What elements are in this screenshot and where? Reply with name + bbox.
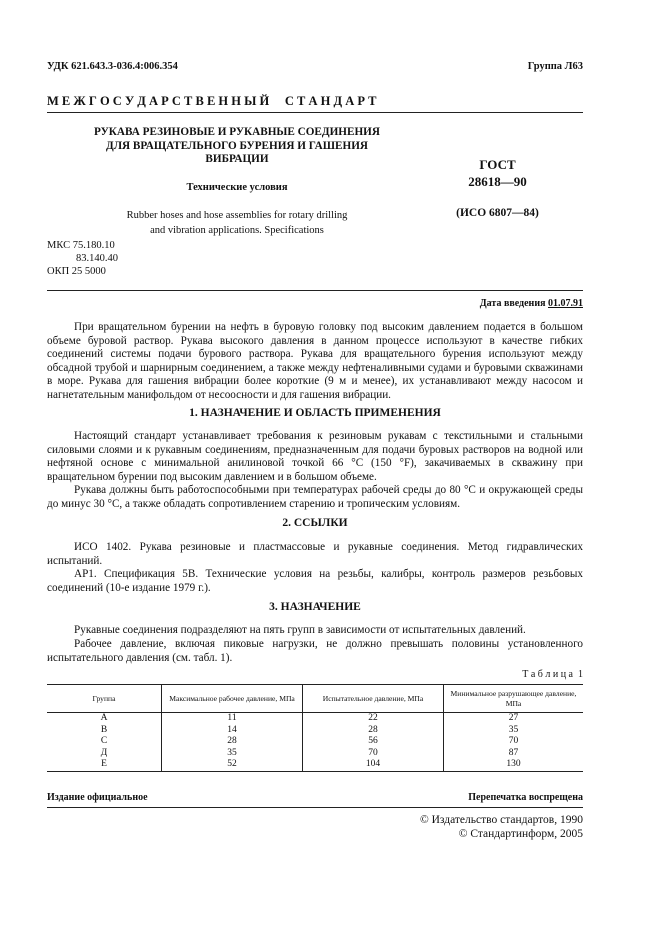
test-pressure-cell: 70 <box>303 748 444 760</box>
group-code: Группа Л63 <box>527 61 583 72</box>
gost-number: 28618—90 <box>468 174 527 189</box>
min-burst-pressure-cell: 27 <box>444 713 584 725</box>
copyright-line-2: © Стандартинформ, 2005 <box>458 828 583 840</box>
title-line-3: ВИБРАЦИИ <box>205 153 269 165</box>
min-burst-pressure-cell: 87 <box>444 748 584 760</box>
reprint-notice: Перепечатка воспрещена <box>468 792 583 803</box>
iso-reference: (ИСО 6807—84) <box>456 207 539 219</box>
classifier-divider <box>47 290 583 291</box>
intro-paragraph: При вращательном бурении на нефть в буровую головку под высоким давлением подается в большом объеме буровой раствор. Рукава высокого давления в данном процессе используют в качестве гибких соединений системы подачи бурового раствора. Рукава для вращательного бурения используют между обсадной трубой и шарнирным соединением, а также между нефтеналивными судами и буровыми скважинами в море. Рукава для гашения вибрации более короткие (9 м и менее), их устанавливают между насосом и нагнетательным манифольдом от несоосности и для гашения вибрации. <box>47 321 583 401</box>
table-row <box>47 759 583 771</box>
column-header-min-burst: Минимальное разрушающее давление, МПа <box>444 685 584 713</box>
column-header-group: Группа <box>47 685 162 713</box>
group-cell: С <box>100 736 108 746</box>
mks-code-1: МКС 75.180.10 <box>47 240 115 251</box>
max-working-pressure-cell: 35 <box>162 748 303 760</box>
group-cell: А <box>100 713 108 723</box>
section-3-heading: 3. НАЗНАЧЕНИЕ <box>269 601 361 613</box>
section-1-paragraph-2: Рукава должны быть работоспособными при температурах рабочей среды до 80 °С и окружающей среды до минус 30 °С, а также обладать сопротивлением старению и тропическим условиям. <box>47 484 583 510</box>
pressure-table <box>47 684 583 772</box>
table-row <box>47 713 583 725</box>
test-pressure-cell: 22 <box>303 713 444 725</box>
section-1-heading: 1. НАЗНАЧЕНИЕ И ОБЛАСТЬ ПРИМЕНЕНИЯ <box>189 407 441 419</box>
table-row <box>47 736 583 748</box>
copyright-line-1: © Издательство стандартов, 1990 <box>419 814 583 826</box>
section-3-paragraph-1: Рукавные соединения подразделяют на пять групп в зависимости от испытательных давлений. <box>74 624 526 636</box>
intro-date-value: 01.07.91 <box>548 298 583 309</box>
min-burst-pressure-cell: 70 <box>444 736 584 748</box>
english-title-line-2: and vibration applications. Specifications <box>150 225 324 236</box>
udk-code: УДК 621.643.3-036.4:006.354 <box>47 61 178 72</box>
intro-date <box>480 298 583 309</box>
table-caption: Т а б л и ц а 1 <box>522 669 583 680</box>
classifiers <box>47 239 118 278</box>
group-cell: Е <box>101 759 107 769</box>
test-pressure-cell: 56 <box>303 736 444 748</box>
official-edition-label: Издание официальное <box>47 792 148 803</box>
title-subtitle: Технические условия <box>186 182 288 193</box>
table-row <box>47 748 583 760</box>
max-working-pressure-cell: 28 <box>162 736 303 748</box>
test-pressure-cell: 28 <box>303 725 444 737</box>
english-title-line-1: Rubber hoses and hose assemblies for rotary drilling <box>126 210 348 221</box>
gost-label: ГОСТ <box>479 157 516 172</box>
section-2-paragraph-2: АР1. Спецификация 5В. Технические условия на резьбы, калибры, контроль размеров резьбовых соединений (10-е издание 1979 г.). <box>47 568 583 594</box>
title-line-2: ДЛЯ ВРАЩАТЕЛЬНОГО БУРЕНИЯ И ГАШЕНИЯ <box>106 139 368 152</box>
document-title <box>47 126 427 167</box>
section-1-paragraph-1: Настоящий стандарт устанавливает требования к резиновым рукавам с текстильными и стальными силовыми слоями и к рукавным соединениям, предназначенным для подачи буровых растворов на водной или нефтяной основе с минимальной анилиновой точкой 66 °С (150 °F), закачиваемых в скважину при вращательном бурении под высоким давлением и в большом объеме. <box>47 430 583 483</box>
section-3-paragraph-2: Рабочее давление, включая пиковые нагрузки, не должно превышать половины установленного испытательного давления (см. табл. 1). <box>47 638 583 664</box>
group-cell: Д <box>100 747 108 758</box>
english-title <box>47 208 427 238</box>
intro-date-label: Дата введения <box>479 298 546 309</box>
max-working-pressure-cell: 14 <box>162 725 303 737</box>
title-line-1: РУКАВА РЕЗИНОВЫЕ И РУКАВНЫЕ СОЕДИНЕНИЯ <box>94 126 380 138</box>
section-2-heading: 2. ССЫЛКИ <box>282 517 348 529</box>
max-working-pressure-cell: 52 <box>162 759 303 771</box>
max-working-pressure-cell: 11 <box>162 713 303 725</box>
group-cell: В <box>100 724 108 735</box>
column-header-test: Испытательное давление, МПа <box>303 685 444 713</box>
table-row <box>47 725 583 737</box>
header-divider <box>47 112 583 113</box>
column-header-max-working: Максимальное рабочее давление, МПа <box>162 685 303 713</box>
min-burst-pressure-cell: 35 <box>444 725 584 737</box>
min-burst-pressure-cell: 130 <box>444 759 584 771</box>
table-header-row <box>47 685 583 713</box>
footer-divider <box>47 807 583 808</box>
okp-code: ОКП 25 5000 <box>47 266 106 277</box>
standard-type: М Е Ж Г О С У Д А Р С Т В Е Н Н Ы Й С Т А Н Д А Р Т <box>47 94 377 108</box>
test-pressure-cell: 104 <box>303 759 444 771</box>
section-2-paragraph-1: ИСО 1402. Рукава резиновые и пластмассовые и рукавные соединения. Метод гидравлических испытаний. <box>47 541 583 567</box>
mks-code-2: 83.140.40 <box>76 253 118 264</box>
